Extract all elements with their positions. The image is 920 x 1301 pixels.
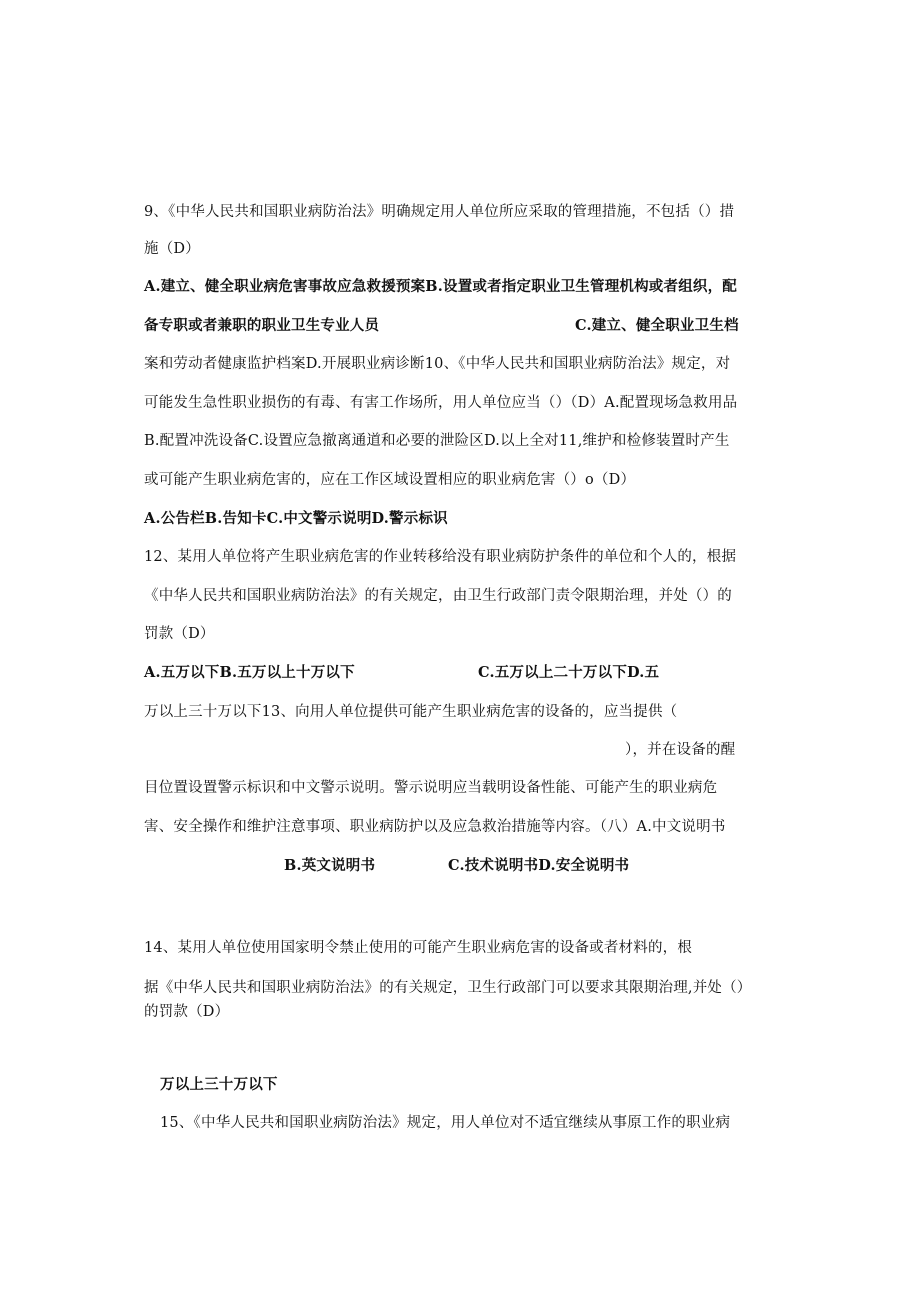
question-14-options-fragment: 万以上三十万以下 — [160, 1076, 278, 1093]
question-13-stem-line-4: 害、安全操作和维护注意事项、职业病防护以及应急救治措施等内容。（八）A.中文说明书 — [144, 819, 726, 835]
question-12-answer: 罚款（D） — [144, 626, 215, 642]
question-9-answer: 施（D） — [144, 241, 200, 257]
question-12-stem-line-2: 《中华人民共和国职业病防治法》的有关规定，由卫生行政部门责令限期治理，并处（）的 — [144, 588, 732, 604]
question-14-answer: 的罚款（D） — [144, 1004, 230, 1020]
question-11-options: A.公告栏B.告知卡C.中文警示说明D.警示标识 — [144, 510, 448, 527]
question-11-stem-line-2: 或可能产生职业病危害的，应在工作区域设置相应的职业病危害（）o（D） — [144, 472, 636, 488]
question-12-options-a: A.五万以下B.五万以上十万以下 — [144, 664, 355, 681]
question-15-stem: 15、《中华人民共和国职业病防治法》规定，用人单位对不适宜继续从事原工作的职业病 — [160, 1115, 731, 1131]
question-12-options-b: C.五万以上二十万以下D.五 — [478, 664, 660, 681]
question-13-options-b: C.技术说明书D.安全说明书 — [448, 857, 630, 874]
question-9-options-line-2b: C.建立、健全职业卫生档 — [575, 317, 739, 334]
question-9-stem: 9、《中华人民共和国职业病防治法》明确规定用人单位所应采取的管理措施，不包括（）措 — [144, 204, 735, 220]
question-11-stem-line-1: B.配置冲洗设备C.设置应急撤离通道和必要的泄险区D.以上全对11,维护和检修装置时产生 — [144, 433, 730, 449]
question-14-stem-line-2: 据《中华人民共和国职业病防治法》的有关规定，卫生行政部门可以要求其限期治理,并处（） — [144, 980, 752, 996]
question-13-stem-line-2: ），并在设备的醒 — [625, 742, 736, 758]
question-13-stem-line-3: 目位置设置警示标识和中文警示说明。警示说明应当载明设备性能、可能产生的职业病危 — [144, 780, 718, 796]
question-12-stem-line-1: 12、某用人单位将产生职业病危害的作业转移给没有职业病防护条件的单位和个人的，根据 — [144, 549, 737, 565]
question-13-options-a: B.英文说明书 — [284, 857, 376, 874]
question-9-options-line-1: A.建立、健全职业病危害事故应急救援预案B.设置或者指定职业卫生管理机构或者组织，配 — [144, 278, 737, 295]
question-9-options-line-2a: 备专职或者兼职的职业卫生专业人员 — [144, 317, 380, 334]
question-14-stem-line-1: 14、某用人单位使用国家明令禁止使用的可能产生职业病危害的设备或者材料的，根 — [144, 940, 693, 956]
question-13-stem-line-1: 万以上三十万以下13、向用人单位提供可能产生职业病危害的设备的，应当提供（ — [144, 704, 678, 720]
question-10-stem-line-2: 可能发生急性职业损伤的有毒、有害工作场所，用人单位应当（）（D）A.配置现场急救用品 — [144, 395, 738, 411]
question-10-stem-line-1: 案和劳动者健康监护档案D.开展职业病诊断10、《中华人民共和国职业病防治法》规定，对 — [144, 356, 731, 372]
